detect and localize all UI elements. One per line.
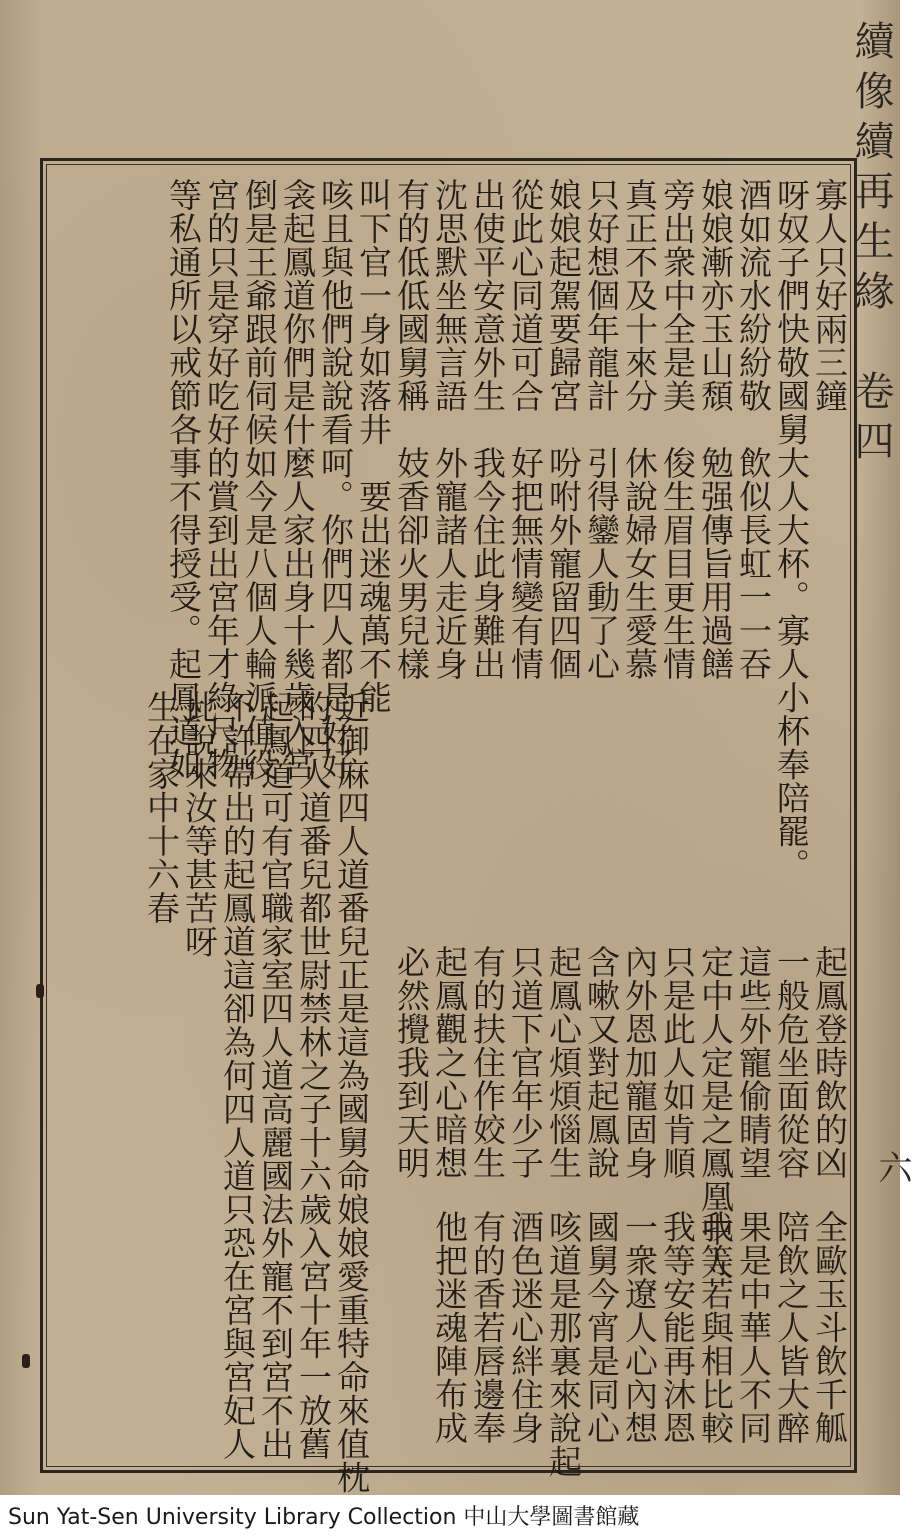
column-text xyxy=(544,690,582,960)
column-text: 娘娘漸亦玉山頹 勉强傳旨用過饍 xyxy=(696,178,735,681)
column-text: 這些外寵偷睛望 xyxy=(734,945,773,1180)
column-text xyxy=(468,690,506,960)
column-text: 有的低低國舅稱 妓香卻火男兒樣 xyxy=(392,178,431,681)
column-text: 只道下官年少子 xyxy=(506,945,545,1180)
column-text: 只好想個年龍計 引得鑾人動了心 xyxy=(582,178,621,681)
column-text: 國舅今宵是同心 xyxy=(582,1210,621,1445)
column-text: 等私通所以戒節各事不得授受。起鳳道如 xyxy=(164,178,203,781)
lower-section-text xyxy=(388,945,849,1280)
binding-hole xyxy=(22,1354,30,1368)
column-text xyxy=(582,690,620,960)
column-text: 必然攪我到天明 xyxy=(392,945,431,1180)
column-text: 全歐玉斗飲千觚 xyxy=(810,1210,849,1445)
column-text: 起鳳心煩煩惱生 xyxy=(544,945,583,1180)
column-text: 不許帶出的起鳳道這卻為何四人道只恐在宮與宮妃人 xyxy=(218,690,257,1461)
column-text: 近御麻四人道番兒正是這為國舅命娘娘愛重特命來值枕 xyxy=(332,690,371,1494)
column-text xyxy=(430,690,468,960)
column-text: 起鳳登時飲的凶 xyxy=(810,945,849,1180)
column-text: 出使平安意外生 我今住此身難出 xyxy=(468,178,507,681)
column-text: 生在家中十六春 xyxy=(142,690,181,925)
column-text: 此說來汝等甚苦呀 xyxy=(180,690,219,958)
prose-continuation-text xyxy=(60,690,371,1494)
column-text: 我等安能再沐恩 xyxy=(658,1210,697,1445)
column-text: 我等若與相比較 xyxy=(696,1210,735,1445)
column-text: 宮的只是穿好吃好的賞到出宮年才綠尺物 xyxy=(202,178,241,781)
column-text: 沈思默坐無言語 外寵諸人走近身 xyxy=(430,178,469,681)
column-text: 娘娘起駕要歸宮 吩咐外寵留四個 xyxy=(544,178,583,681)
column-text: 只是此人如肯順 xyxy=(658,945,697,1180)
column-text: 果是中華人不同 xyxy=(734,1210,773,1445)
column-text: 咳道是那裏來說起 xyxy=(544,1210,583,1478)
column-text xyxy=(696,690,734,960)
column-text: 叫下官一身如落井 要出迷魂萬不能 xyxy=(354,178,393,714)
column-text: 有的扶住作姣生 xyxy=(468,945,507,1180)
column-text: 從此心同道可合 好把無情變有情 xyxy=(506,178,545,681)
column-text: 寡人只好兩三鐘 xyxy=(810,178,849,413)
column-text: 衾起鳳道你們是什麼人家出身十幾歲入宮 xyxy=(278,178,317,781)
side-title: 續像續再生緣 卷四 xyxy=(848,20,894,470)
column-text xyxy=(506,690,544,960)
column-text: 倒是王爺跟前伺候如今是八個人輪派值役 xyxy=(240,178,279,781)
column-text: 酒色迷心絆住身 xyxy=(506,1210,545,1445)
column-text: 陪飲之人皆大醉 xyxy=(772,1210,811,1445)
column-text: 咳且與他們說說看呵。你們四人都是好好 xyxy=(316,178,355,781)
side-page-number: 六 xyxy=(872,1150,912,1184)
column-text xyxy=(658,690,696,960)
column-text: 內外恩加寵固身 xyxy=(620,945,659,1180)
column-text: 的四人道番兒都世尉禁林之子十六歲入宮十年一放舊 xyxy=(294,690,333,1461)
column-text xyxy=(734,690,772,960)
library-credit: Sun Yat-Sen University Library Collection 中山大學圖書館藏 xyxy=(8,1505,640,1530)
column-text: 起鳳道可有官職家室四人道高麗國法外寵不到宮不出 xyxy=(256,690,295,1461)
lowest-section-text xyxy=(388,1210,849,1478)
column-text xyxy=(810,690,848,960)
column-text: 定中人定是之鳳凰中人 xyxy=(696,945,735,1280)
column-text xyxy=(772,690,810,960)
column-text: 酒如流水紛紛敬 飲似長虹一一吞 xyxy=(734,178,773,681)
binding-hole xyxy=(36,984,44,998)
column-text: 呀奴子們快敬國舅大人大杯。寡人小杯奉陪罷。 xyxy=(772,178,811,882)
column-text: 旁出衆中全是美 俊生眉目更生情 xyxy=(658,178,697,681)
column-text: 含嗽又對起鳳說 xyxy=(582,945,621,1180)
column-text: 一衆遼人心內想 xyxy=(620,1210,659,1445)
column-text xyxy=(620,690,658,960)
column-text: 一般危坐面從容 xyxy=(772,945,811,1180)
column-text: 真正不及十來分 休說婦女生愛慕 xyxy=(620,178,659,681)
column-text: 起鳳觀之心暗想 xyxy=(430,945,469,1180)
column-text: 有的香若唇邊奉 xyxy=(468,1210,507,1445)
column-text: 他把迷魂陣布成 xyxy=(430,1210,469,1445)
